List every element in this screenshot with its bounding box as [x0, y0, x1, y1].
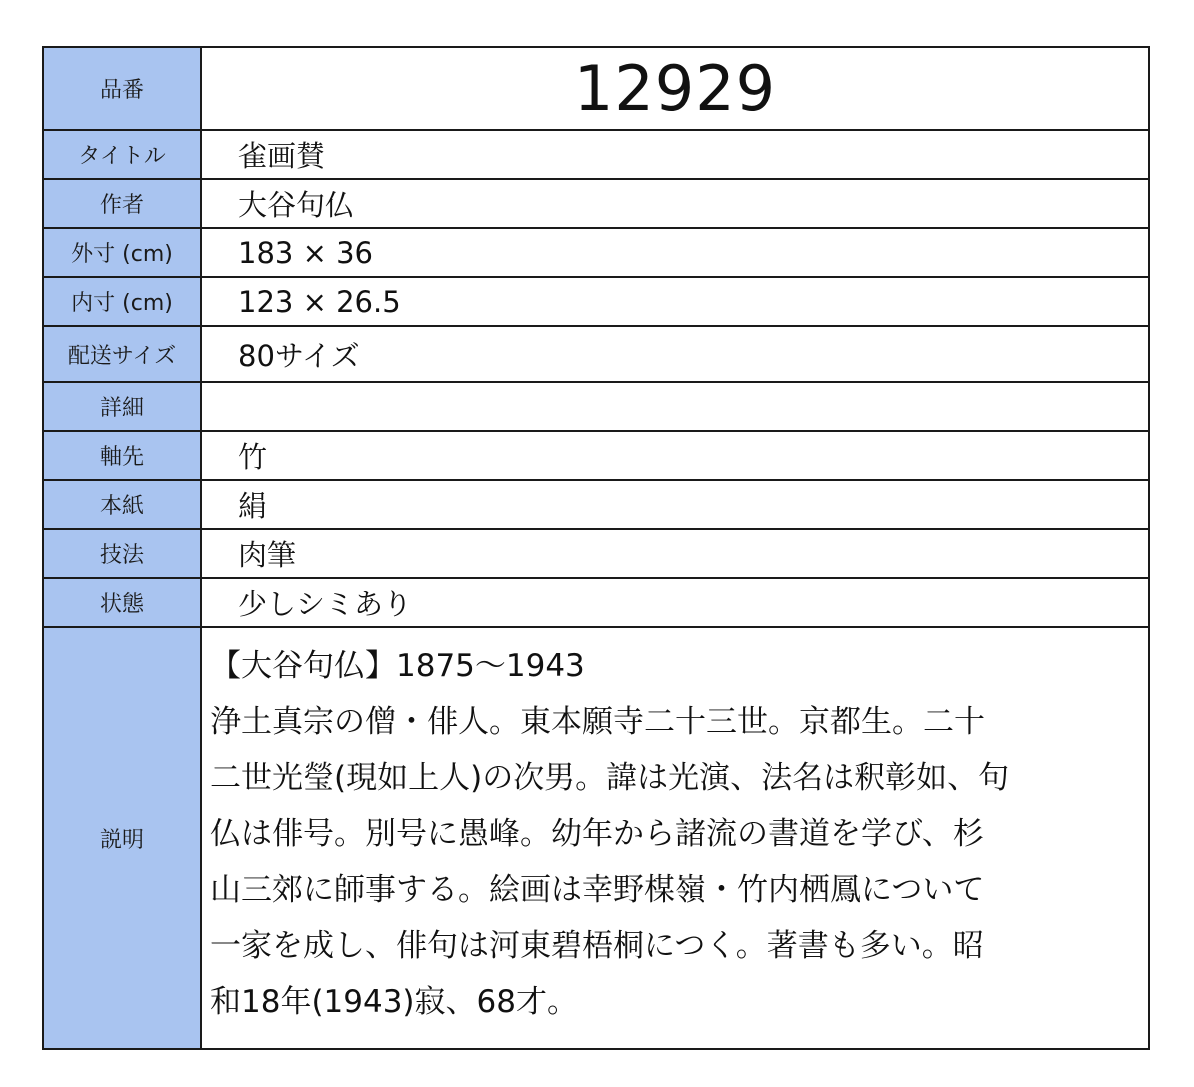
main-paper-value: 絹 — [201, 480, 1148, 529]
description-line: 仏は俳号。別号に愚峰。幼年から諸流の書道を学び、杉 — [210, 816, 984, 852]
row-roller-end — [44, 431, 1148, 480]
description-line: 山三郊に師事する。絵画は幸野楳嶺・竹内栖鳳について — [210, 872, 985, 908]
row-description — [44, 627, 1148, 1048]
item-number-value: 12929 — [201, 48, 1148, 130]
description-line: 二世光瑩(現如上人)の次男。諱は光演、法名は釈彰如、句 — [210, 760, 1010, 796]
row-title — [44, 130, 1148, 179]
row-condition — [44, 578, 1148, 627]
description-text — [201, 627, 1148, 1048]
row-details — [44, 382, 1148, 431]
row-main-paper — [44, 480, 1148, 529]
label-main-paper: 本紙 — [44, 480, 201, 529]
roller-end-value: 竹 — [201, 431, 1148, 480]
details-value — [201, 382, 1148, 431]
label-outer-size: 外寸 (cm) — [44, 228, 201, 277]
label-condition: 状態 — [44, 578, 201, 627]
label-technique: 技法 — [44, 529, 201, 578]
label-shipping-size: 配送サイズ — [44, 326, 201, 382]
row-technique — [44, 529, 1148, 578]
description-line: 【大谷句仏】1875〜1943 — [210, 648, 585, 684]
condition-value: 少しシミあり — [201, 578, 1148, 627]
author-value: 大谷句仏 — [201, 179, 1148, 228]
description-line: 和18年(1943)寂、68才。 — [210, 984, 578, 1020]
description-line: 一家を成し、俳句は河東碧梧桐につく。著書も多い。昭 — [210, 928, 984, 964]
label-description: 説明 — [44, 627, 201, 1048]
row-outer-size — [44, 228, 1148, 277]
label-inner-size: 内寸 (cm) — [44, 277, 201, 326]
description-line: 浄土真宗の僧・俳人。東本願寺二十三世。京都生。二十 — [210, 704, 985, 740]
row-item-number — [44, 48, 1148, 130]
technique-value: 肉筆 — [201, 529, 1148, 578]
row-shipping-size — [44, 326, 1148, 382]
label-details: 詳細 — [44, 382, 201, 431]
item-spec-table — [42, 46, 1150, 1050]
inner-size-value: 123 × 26.5 — [201, 277, 1148, 326]
outer-size-value: 183 × 36 — [201, 228, 1148, 277]
label-title: タイトル — [44, 130, 201, 179]
row-author — [44, 179, 1148, 228]
shipping-size-value: 80サイズ — [201, 326, 1148, 382]
spec-table — [44, 48, 1148, 1048]
label-item-number: 品番 — [44, 48, 201, 130]
row-inner-size — [44, 277, 1148, 326]
title-value: 雀画賛 — [201, 130, 1148, 179]
label-author: 作者 — [44, 179, 201, 228]
label-roller-end: 軸先 — [44, 431, 201, 480]
